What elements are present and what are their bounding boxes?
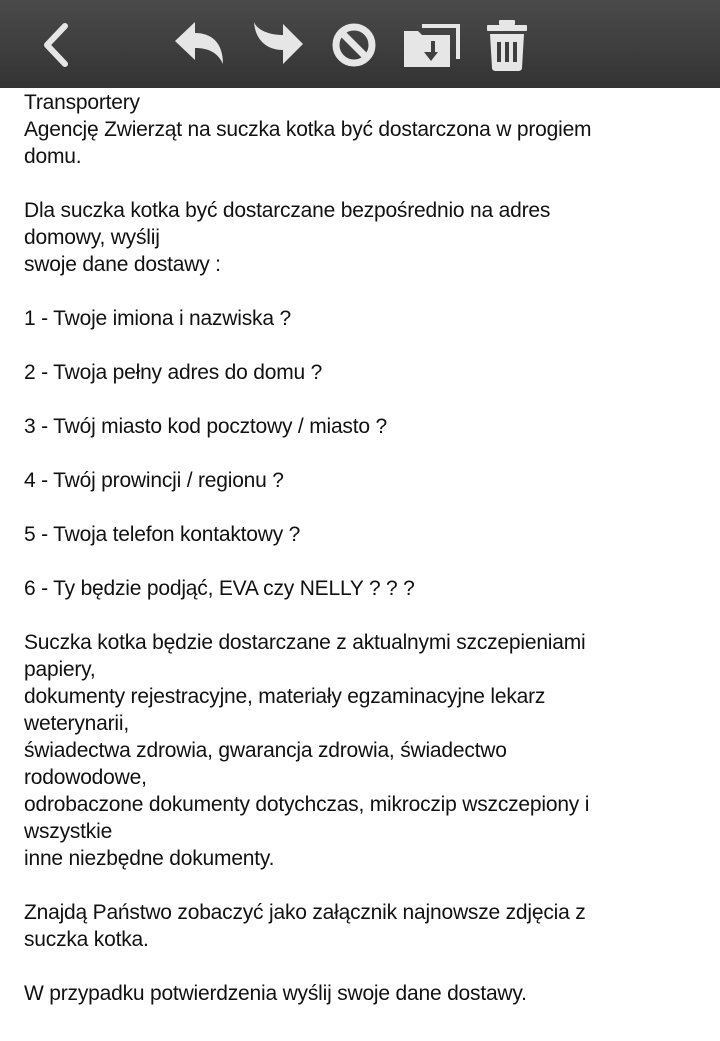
text-line: rodowodowe,: [24, 766, 147, 789]
folder-move-icon: [402, 19, 466, 71]
paragraph-documents: [24, 629, 714, 872]
text-line: Transportery: [24, 91, 140, 114]
text-line: 1 - Twoje imiona i nazwiska ?: [24, 307, 291, 330]
text-line: świadectwa zdrowia, gwarancja zdrowia, świadectwo: [24, 739, 507, 762]
question-6: [24, 575, 714, 602]
message-body: [24, 89, 714, 1007]
paragraph-intro: [24, 89, 714, 170]
message-toolbar: [0, 0, 720, 88]
text-line: inne niezbędne dokumenty.: [24, 847, 275, 870]
text-line: swoje dane dostawy :: [24, 253, 221, 276]
paragraph-attachment: [24, 899, 714, 953]
text-line: 2 - Twoja pełny adres do domu ?: [24, 361, 323, 384]
text-line: domu.: [24, 145, 82, 168]
block-spam-button[interactable]: [328, 14, 380, 76]
text-line: 4 - Twój prowincji / regionu ?: [24, 469, 284, 492]
paragraph-request: [24, 197, 714, 278]
text-line: Dla suczka kotka być dostarczane bezpośrednio na adres: [24, 199, 551, 222]
text-line: Suczka kotka będzie dostarczane z aktualnymi szczepieniami: [24, 631, 586, 654]
forward-arrow-icon: [251, 20, 305, 70]
text-line: odrobaczone dokumenty dotychczas, mikroczip wszczepiony i: [24, 793, 590, 816]
paragraph-closing: [24, 980, 714, 1007]
text-line: 3 - Twój miasto kod pocztowy / miasto ?: [24, 415, 387, 438]
question-3: [24, 413, 714, 440]
text-line: suczka kotka.: [24, 928, 149, 951]
text-line: Znajdą Państwo zobaczyć jako załącznik najnowsze zdjęcia z: [24, 901, 586, 924]
back-button[interactable]: [30, 14, 80, 76]
chevron-left-icon: [35, 20, 75, 70]
text-line: weterynarii,: [24, 712, 129, 735]
trash-icon: [483, 18, 531, 72]
text-line: dokumenty rejestracyjne, materiały egzaminacyjne lekarz: [24, 685, 546, 708]
forward-button[interactable]: [250, 14, 306, 76]
question-2: [24, 359, 714, 386]
delete-button[interactable]: [480, 14, 534, 76]
question-1: [24, 305, 714, 332]
text-line: wszystkie: [24, 820, 113, 843]
question-4: [24, 467, 714, 494]
text-line: papiery,: [24, 658, 96, 681]
text-line: 5 - Twoja telefon kontaktowy ?: [24, 523, 301, 546]
question-5: [24, 521, 714, 548]
reply-arrow-icon: [173, 20, 227, 70]
block-icon: [330, 21, 378, 69]
text-line: W przypadku potwierdzenia wyślij swoje dane dostawy.: [24, 982, 527, 1005]
text-line: domowy, wyślij: [24, 226, 160, 249]
move-to-folder-button[interactable]: [400, 14, 468, 76]
text-line: 6 - Ty będzie podjąć, EVA czy NELLY ? ? ?: [24, 577, 415, 600]
text-line: Agencję Zwierząt na suczka kotka być dostarczona w progiem: [24, 118, 592, 141]
reply-button[interactable]: [172, 14, 228, 76]
